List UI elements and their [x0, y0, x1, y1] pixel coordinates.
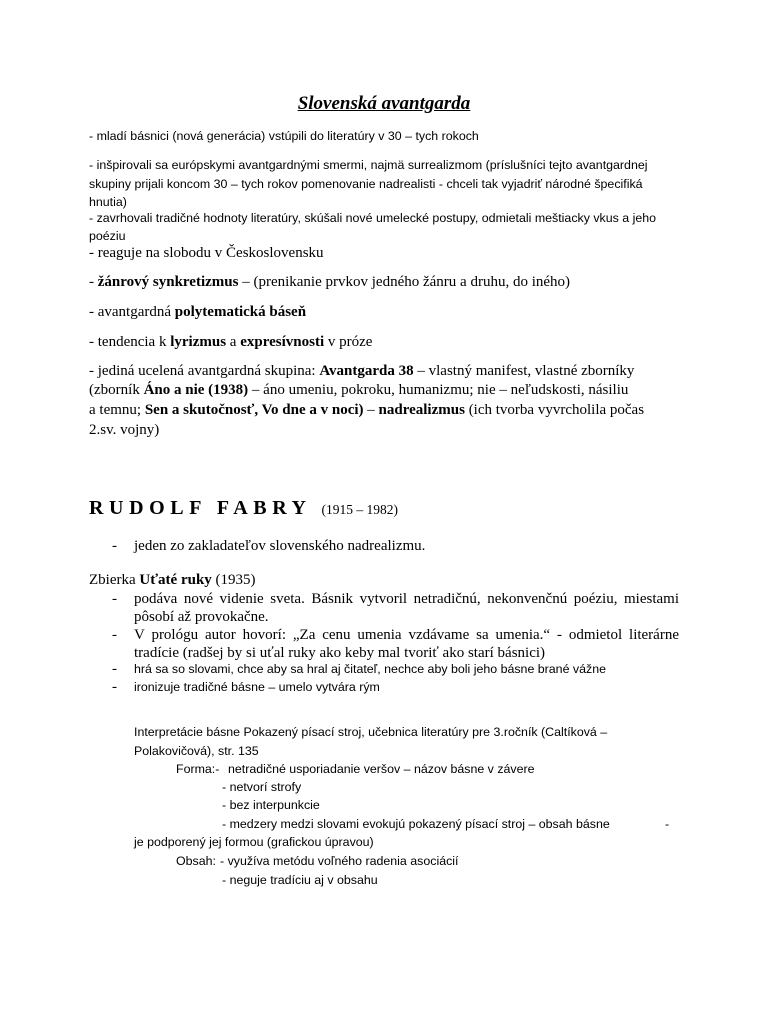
collection-bullet-4: ironizuje tradičné básne – umelo vytvára rým — [134, 680, 380, 694]
point-skupina-line-2: (zborník Áno a nie (1938) – áno umeniu, pokroku, humanizmu; nie – neľudskosti, násiliu — [89, 382, 629, 398]
collection-bullet-1: podáva nové videnie sveta. Básnik vytvoril netradičnú, nekonvenčnú poéziu, miestami pôsobí až provokačne. — [134, 591, 679, 625]
intro-line-6: poéziu — [89, 229, 126, 243]
term-polytematicka: polytematická báseň — [174, 304, 307, 320]
collection-bullet-dash-1: - — [112, 591, 117, 607]
term-ano-a-nie: Áno a nie (1938) — [143, 382, 249, 398]
author-bullet: jeden zo zakladateľov slovenského nadrealizmu. — [134, 538, 426, 554]
author-years: (1915 – 1982) — [321, 502, 398, 517]
forma-item-4: - medzery medzi slovami evokujú pokazený písací stroj – obsah básne — [222, 817, 610, 831]
collection-name: Uťaté ruky — [139, 572, 212, 588]
author-bullet-dash: - — [112, 538, 117, 554]
interpretation-line-1: Interpretácie básne Pokazený písací stroj, učebnica literatúry pre 3.ročník (Caltíková – — [134, 725, 608, 739]
intro-line-4: hnutia) — [89, 195, 127, 209]
intro-line-3: skupiny prijali koncom 30 – tych rokov pomenovanie nadrealisti - chceli tak vyjadriť národné špecifiká — [89, 177, 643, 191]
interpretation-line-2: Polakovičová), str. 135 — [134, 744, 259, 758]
collection-bullet-dash-3: - — [112, 661, 117, 677]
intro-line-5: - zavrhovali tradičné hodnoty literatúry, skúšali nové umelecké postupy, odmietali meštiacky vkus a jeho — [89, 211, 657, 225]
author-heading — [89, 497, 398, 520]
intro-line-1: - mladí básnici (nová generácia) vstúpili do literatúry v 30 – tych rokoch — [89, 129, 479, 143]
collection-heading: Zbierka Uťaté ruky (1935) — [89, 572, 256, 588]
term-sen-a-skutocnost: Sen a skutočnosť, Vo dne a v noci) — [144, 402, 364, 418]
term-avantgarda-38: Avantgarda 38 — [319, 363, 414, 379]
point-skupina-line-4: 2.sv. vojny) — [89, 422, 160, 438]
point-skupina-line-3: a temnu; Sen a skutočnosť, Vo dne a v noci) – nadrealizmus (ich tvorba vyvrcholila počas — [89, 402, 645, 418]
collection-bullet-3: hrá sa so slovami, chce aby sa hral aj čitateľ, nechce aby boli jeho básne brané vážne — [134, 662, 606, 676]
obsah-item-1: - využíva metódu voľného radenia asociácií — [220, 854, 459, 868]
forma-item-2: - netvorí strofy — [222, 780, 302, 794]
obsah-item-2: - neguje tradíciu aj v obsahu — [222, 873, 378, 887]
forma-item-1: netradičné usporiadanie veršov – názov básne v závere — [228, 762, 535, 776]
term-lyrizmus: lyrizmus — [170, 334, 227, 350]
forma-label: Forma:- — [176, 762, 220, 776]
point-polytematicka: - avantgardná polytematická báseň — [89, 304, 307, 320]
term-nadrealizmus: nadrealizmus — [378, 402, 465, 418]
forma-item-4-dash: - — [665, 817, 670, 831]
forma-item-5: je podporený jej formou (grafickou úpravou) — [134, 835, 374, 849]
point-lyrizmus: - tendencia k lyrizmus a expresívnosti v próze — [89, 334, 373, 350]
collection-bullet-dash-4: - — [112, 679, 117, 695]
collection-bullet-2: V prológu autor hovorí: „Za cenu umenia vzdávame sa umenia.“ - odmietol literárne tradície (radšej by si uťal ruky ako keby mal tvoriť ako starí básnici) — [134, 627, 679, 661]
term-synkretizmus: žánrový synkretizmus — [97, 274, 239, 290]
collection-bullet-dash-2: - — [112, 627, 117, 643]
author-name: RUDOLF FABRY — [89, 497, 311, 519]
intro-line-2: - inšpirovali sa európskymi avantgardnými smermi, najmä surrealizmom (príslušníci tejto avantgardnej — [89, 158, 648, 172]
point-synkretizmus: - žánrový synkretizmus – (prenikanie prvkov jedného žánru a druhu, do iného) — [89, 274, 571, 290]
forma-item-3: - bez interpunkcie — [222, 798, 320, 812]
intro-line-7: - reaguje na slobodu v Československu — [89, 245, 324, 261]
point-skupina-line-1: - jediná ucelená avantgardná skupina: Avantgarda 38 – vlastný manifest, vlastné zborníky — [89, 363, 635, 379]
term-expresivnost: expresívnosti — [240, 334, 325, 350]
page-title: Slovenská avantgarda — [297, 93, 471, 114]
obsah-label: Obsah: — [176, 854, 216, 868]
